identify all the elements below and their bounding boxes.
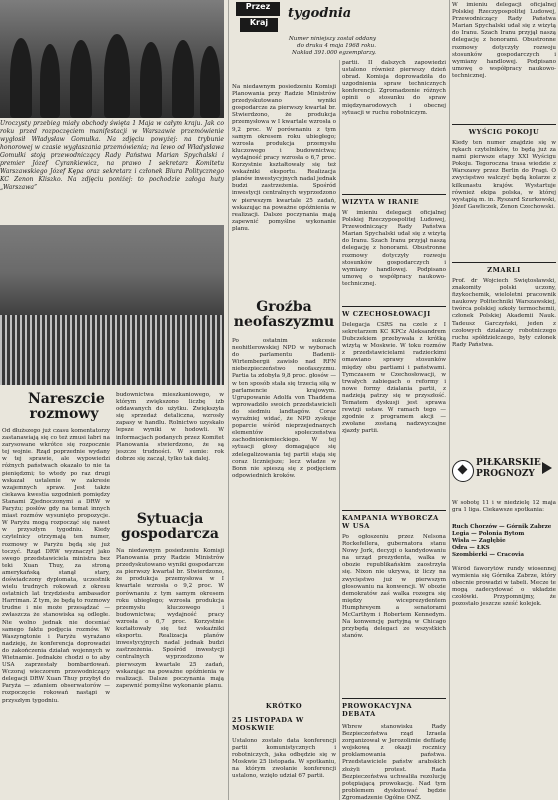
figure (140, 42, 162, 118)
figure (104, 34, 130, 118)
column-rule (449, 0, 450, 800)
article-title-sytuacja: Sytuacja gospodarcza (121, 511, 219, 542)
figure (172, 40, 194, 118)
article-title-prowokacyjna: PROWOKACYJNA DEBATA (342, 702, 413, 718)
match-item: Legia — Polonia Bytom (452, 531, 525, 538)
divider (342, 306, 446, 307)
divider (452, 262, 556, 263)
logo-bottom: Kraj (240, 18, 278, 32)
issue-dateline: Numer niniejszy został oddany do druku 4 maja 1968 roku. Nakład 391.000 egzemplarzy. (288, 36, 376, 56)
article-title-czechoslowacja: W CZECHOSŁOWACJI (342, 310, 431, 318)
photo-caption: Uroczysty przebieg miały obchody święta 1 Maja w całym kraju. Jak co roku przed rozpoczęciem manifestacji w Warszawie przemówienie wygłosił Władysław Gomułka. Na zdjęciu powyżej: na trybunie honorowej w czasie wygłaszania przemówienia; na lewo od Władysława Gomułki stoją przewodniczący Rady Państwa Marian Spychalski i premier Józef Cyrankiewicz, na prawo I sekretarz Komitetu Warszawskiego Józef Kępa oraz sekretarz i członek Biura Politycznego KC Zenon Kliszko. Na zdjęciu poniżej: to pochodzie załoga huty „Warszawa” (0, 120, 224, 191)
divider (342, 698, 446, 699)
match-list (452, 524, 556, 559)
article-title-pilkarskie: PIŁKARSKIE PROGNOZY (476, 458, 541, 479)
divider (342, 194, 446, 195)
article-title-kampania: KAMPANIA WYBORCZA W USA (342, 514, 439, 530)
article-body-wyscig: Kiedy ten numer znajdzie się w rękach czytelników, to będą już za nami pierwsze etapy XXI Wyścigu Pokoju. Tegoroczna trasa wiedzie z Warszawy przez Berlin do Pragi. O zwycięstwo walczyć będą kolarze z kilkunastu krajów. Wystartuje również ekipa polska, w której wystąpią m. in. Ryszard Szurkowski, Józef Gawliczek, Zenon Czechowski. (452, 140, 556, 210)
article-body-czechoslowacja: Delegacja CSRS na czele z I sekretarzem KC KPCz Aleksandrem Dubczekiem przebywała z krótką wizytą w Moskwie. W toku rozmów z przedstawicielami radzieckimi omawiano sprawy stosunków między obu partiami i państwami. Tymczasem w Czechosłowacji, w trwałych zabiegach o reformy i nowe formy działania partii, z nadzieją patrzy się w przyszłość. Tematem dyskusji jest sprawa rewizji ustaw. W ramach tego — zgodnie z programem akcji — zwołane zostaną nadzwyczajne zjazdy partii. (342, 322, 446, 435)
article-body-sytuacja: Na niedawnym posiedzeniu Komisji Planowania przy Radzie Ministrów przedyskutowano wyniki gospodarcze za pierwszy kwartał br. Stwierdzono, że produkcja przemysłowa w I kwartale wzrosła o 9,2 proc. W porównaniu z tym samym okresem roku ubiegłego; wzrosła produkcja przemysłu kluczowego i budownictwa; wydajność pracy wzrosła o 6,7 proc. Korzystnie kształtowały się też wskaźniki eksportu. Realizacja planów inwestycyjnych nadal jednak budzi zastrzeżenia. Spośród inwestycji centralnych wyprzedzono w pierwszym kwartale 25 zadań, wskazując na poważne opóźnienia w realizacji. Dalsze poczynania mają zapewnić pomyślne wykonanie planu. (116, 548, 224, 689)
logo-top: Przez (236, 2, 280, 16)
match-item: Ruch Chorzów — Górnik Zabrze (452, 524, 552, 530)
article-body-radio: partii. II dalszych zapowiedzi ustalono również pierwszy dzień obrad. Komisja doprowadziła do uzgodnienia spraw technicznych konferencji. Zgromadzenie różnych opinii o stosunku do spraw międzynarodowych i obecnej sytuacji w ruchu robotniczym. (342, 60, 446, 116)
section-logo (236, 2, 356, 34)
football-icon (452, 460, 474, 482)
match-item: Odra — ŁKS (452, 545, 490, 552)
article-subtitle-krotko: 25 LISTOPADA W MOSKWIE (232, 716, 304, 732)
article-body-pilkarskie: Wśród faworytów rundy wiosennej wymienia się Górnika Zabrze, który obecnie prowadzi w tabeli. Mecze te mogą zadecydować o układzie czołówki. Przypomnijmy, że pozostało jeszcze sześć kolejek. (452, 566, 556, 608)
article-body-krotko: Ustalono zostało data konferencji partii komunistycznych i robotniczych, jaka odbędzie się w Moskwie 25 listopada. W spotkaniu, na którym zwołanie konferencji ustalono, wzięło udział 67 partii. (232, 738, 336, 780)
pilkarskie-intro: W sobotę 11 i w niedzielę 12 maja gra 1 liga. Ciekawsze spotkania: (452, 500, 556, 514)
article-body-iran: W imieniu delegacji oficjalnej Polskiej Rzeczypospolitej Ludowej, Przewodniczący Rady Państwa Marian Spychalski udał się z wizytą do Iranu. Szach Iranu przyjął naszą delegację z honorami. Obustronne rozmowy dotyczyły rozwoju stosunków gospodarczych i wymiany handlowej. Podpisano umowę o współpracy naukowo-technicznej. (342, 210, 446, 287)
article-body-prowokacyjna: Wbrew stanowisku Rady Bezpieczeństwa rząd Izraela zorganizował w Jerozolimie defiladę wojskową z okazji rocznicy proklamowania państwa. Przedstawiciele państw arabskich złożyli protest. Rada Bezpieczeństwa uchwaliła rezolucję potępiającą prowokację. Nad tym problemem dyskutować będzie Zgromadzenie Ogólne ONZ. (342, 724, 446, 800)
football-header (450, 456, 554, 496)
article-title-krotko: KRÓTKO (265, 702, 303, 710)
article-body-intro: budownictwa mieszkaniowego, w którym zwiększono liczbę izb oddawanych do użytku. Zwiększyła się sprzedaż detaliczna, wzrosły zapasy w handlu. Rolnictwo uzyskało lepsze wyniki w hodowli. W informacjach podanych przez Komitet Planowania stwierdzono, że są jeszcze trudności. W sumie: rok dobrze się zaczął, tylko tak dalej. (116, 392, 224, 462)
article-body-top-right: W imieniu delegacji oficjalnej Polskiej Rzeczypospolitej Ludowej, Przewodniczący Rady Państwa Marian Spychalski udał się z wizytą do Iranu. Szach Iranu przyjął naszą delegację z honorami. Obustronne rozmowy dotyczyły rozwoju stosunków gospodarczych i wymiany handlowej. Podpisano umowę o współpracy naukowo-technicznej. (452, 2, 556, 79)
column-rule (228, 0, 229, 800)
divider (452, 124, 556, 125)
article-body-groza: Po ostatnim sukcesie neohitlerowskiej NPD w wyborach do parlamentu Badenii-Wirtembergii zawisło nad RFN niebezpieczeństwo neofaszyzmu. Partia ta zdobyła 9,8 proc. głosów — w ten sposób stała się trzecią siłą w parlamencie krajowym. Ugrupowanie Adolfa von Thaddena wprowadziło swoich przedstawicieli do siedmiu landtagów. Coraz wyraźniej widać, że NPD zyskuje poparcie wśród nieprzejednanych elementów społeczeństwa zachodnioniemieckiego. W tej sytuacji głosy domagające się zdelegalizowania tej partii stają się coraz liczniejsze; lecz władze w Bonn nie spieszą się z podjęciem odpowiednich kroków. (232, 338, 336, 479)
article-title-iran: WIZYTA W IRANIE (342, 198, 419, 206)
arrow-icon (542, 462, 552, 474)
article-body-zmarli: Prof. dr Wojciech Świętosławski, znakomity polski uczony, fizykochemik, wieloletni pracownik naukowy Politechniki Warszawskiej, twórca polskiej szkoły termochemii, członek Polskiej Akademii Nauk. Tadeusz Garczyński, jeden z czołowych działaczy robotniczego ruchu spółdzielczego, były członek Rady Państwa. (452, 278, 556, 348)
article-title-zmarli: ZMARLI (487, 266, 521, 274)
match-item: Wisła — Zagłębie (452, 538, 506, 545)
article-title-wyscig: WYŚCIG POKOJU (468, 128, 540, 136)
may-day-tribune-photo (0, 0, 224, 118)
figure (10, 38, 32, 118)
marching-crowd (0, 315, 224, 385)
match-item: Szombierki — Cracovia (452, 552, 525, 559)
figure (200, 46, 220, 118)
divider (342, 510, 446, 511)
article-body-economy-cont: Na niedawnym posiedzeniu Komisji Planowania przy Radzie Ministrów przedyskutowano wyniki gospodarcze za pierwszy kwartał br. Stwierdzono, że produkcja przemysłowa w I kwartale wzrosła o 9,2 proc. W porównaniu z tym samym okresem roku ubiegłego; wzrosła produkcja przemysłu kluczowego i budownictwa; wydajność pracy wzrosła o 6,7 proc. Korzystnie kształtowały się też wskaźniki eksportu. Realizacja planów inwestycyjnych nadal jednak budzi zastrzeżenia. Spośród inwestycji centralnych wyprzedzono w pierwszym kwartale 25 zadań, wskazując na poważne opóźnienia w realizacji. Dalsze poczynania mają zapewnić pomyślne wykonanie planu. (232, 84, 336, 232)
article-title-nareszcie: Nareszcie rozmowy (28, 391, 105, 422)
logo-script: tygodnia (288, 6, 352, 21)
figure (40, 44, 60, 118)
article-title-groza: Groźba neofaszyzmu (233, 299, 335, 330)
figure (70, 40, 92, 118)
parade-photo (0, 225, 224, 385)
article-body-kampania: Po ogłoszeniu przez Nelsona Rockefellera, gubernatora stanu Nowy Jork, decyzji o kandydowaniu na urząd prezydenta, walka w obozie republikańskim zaostrzyła się. Nixon nie ukrywa, iż liczy na zwycięstwo już w pierwszym głosowaniu na konwencji. W obozie demokratów zaś walka rozegra się między wiceprezydentem Humphreyem a senatorami McCarthym i Robertem Kennedym. Na konwencję partyjną w Chicago przybędą delegaci ze wszystkich stanów. (342, 534, 446, 640)
article-body-nareszcie: Od dłuższego już czasu komentatorzy zastanawiają się co też zmusi łabri na zarysowane wkrótce się rozpocznie tej wojnie. Rząd poprzednie wydany w tej sprawie, ale wypowiedzi różnych państwach okazało to nie ta pieniędzmi; to wtedy po raz drugi wskazał ustalenie w zakresie wzajemnych spraw. Jest także ciekawa kwestia uzgodnień pomiędzy Stanami Zjednoczonymi a DRW w Paryżu; posłów gdy na temat innych miast rozmów wysunięto propozycje. W Paryżu mogą rozpocząć się nawet w przyszłym tygodniu. Kiedy czytelnicy otrzymają ten numer, rozmowy w Paryżu będą się już toczyć. Rząd DRW wyznaczył jako swego przedstawiciela ministra bez teki Xuan Thuy, za stroną amerykańską stanął stary, doświadczony dyplomata, uczestnik wielu trudnych rokowań z okresu ostatnich lat trzydziestu ambasador Harriman. Z tym, że będą to rozmowy trudne i nie może przesądzać — zwłaszcza że stanowiska są odległe. Nie wolno jednak nie doceniać samego faktu podjęcia rozmów. W Waszyngtonie i Paryżu wyrażano nadzieję, że konferencja doprowadzi do zakończenia działań wojennych w Wietnamie. Jednakże chodzi o to aby USA zaprzestały bombardowań. Wczoraj wieczorem przewodniczący delegacji DRW Xuan Thuy przybył do Paryża — zdaniem obserwatorów — rozpoczęcie rokowań nastąpi w przyszłym tygodniu. (2, 428, 110, 704)
column-rule (339, 60, 340, 800)
